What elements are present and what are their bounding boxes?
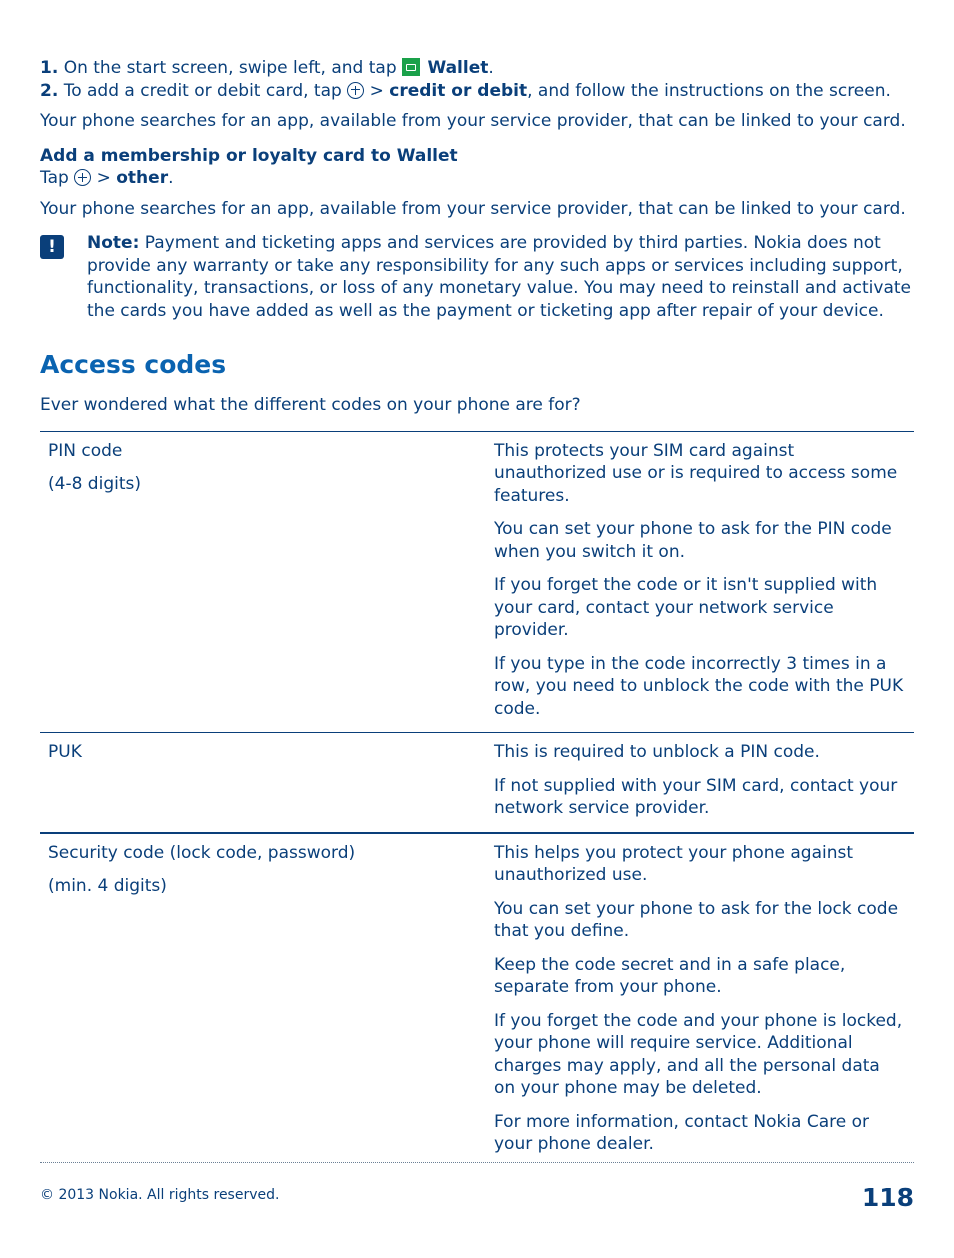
code-desc: If you forget the code and your phone is locked, your phone will require service. Additional charges may apply, and all the personal data on your phone may be deleted. (494, 1010, 903, 1098)
step-2 (40, 80, 914, 103)
table-row (40, 833, 914, 1168)
add-circle-icon (74, 169, 91, 186)
table-row (40, 733, 914, 833)
note-body: Payment and ticketing apps and services are provided by third parties. Nokia does not provide any warranty or take any responsibility for any such apps or services including support, functionality, transactions, or loss of any monetary value. You may need to reinstall and activate the cards you have added as well as the payment or ticketing app after repair of your device. (87, 233, 912, 321)
search-paragraph-1: Your phone searches for an app, available from your service provider, that can be linked to your card. (40, 111, 906, 131)
membership-heading: Add a membership or loyalty card to Wallet (40, 145, 458, 166)
code-name-cell (40, 733, 486, 833)
section-intro: Ever wondered what the different codes on your phone are for? (40, 395, 581, 415)
code-name-cell (40, 431, 486, 733)
code-detail: (4-8 digits) (48, 474, 141, 494)
code-desc: This is required to unblock a PIN code. (494, 742, 820, 762)
table-row (40, 431, 914, 733)
code-desc-cell (486, 431, 914, 733)
code-detail: (min. 4 digits) (48, 876, 167, 896)
code-name: PIN code (48, 440, 123, 461)
search-paragraph-2: Your phone searches for an app, available from your service provider, that can be linked to your card. (40, 198, 906, 219)
code-desc: If you forget the code or it isn't supplied with your card, contact your network service provider. (494, 575, 878, 640)
copyright: © 2013 Nokia. All rights reserved. (40, 1187, 280, 1203)
step-1 (40, 57, 914, 80)
page-content (40, 57, 914, 1168)
note-label: Note: (87, 233, 140, 253)
note-text (87, 232, 914, 322)
code-desc: This helps you protect your phone against unauthorized use. (494, 842, 854, 885)
other-label: other (116, 168, 169, 188)
code-desc: Keep the code secret and in a safe place, separate from your phone. (494, 954, 846, 997)
page-number: 118 (861, 1183, 914, 1212)
step-text: To add a credit or debit card, tap (63, 80, 348, 101)
code-name: PUK (48, 742, 82, 762)
step-number: 2. (40, 80, 59, 101)
code-desc: For more information, contact Nokia Care or your phone dealer. (494, 1111, 870, 1154)
wallet-icon (402, 58, 420, 76)
step-number: 1. (40, 58, 59, 78)
code-desc: If you type in the code incorrectly 3 times in a row, you need to unblock the code with the PUK code. (494, 653, 904, 719)
codes-table (40, 431, 914, 1168)
separator: > (364, 80, 390, 101)
step-end: , and follow the instructions on the screen. (527, 80, 891, 101)
note-box (40, 232, 914, 322)
add-circle-icon (347, 82, 364, 99)
footer-divider (40, 1162, 914, 1163)
code-desc: You can set your phone to ask for the lock code that you define. (494, 898, 899, 941)
code-desc-cell (486, 733, 914, 833)
code-desc-cell (486, 833, 914, 1168)
separator: > (91, 168, 117, 188)
tap-text: Tap (40, 168, 75, 188)
code-desc: This protects your SIM card against unauthorized use or is required to access some features. (494, 440, 898, 506)
wallet-label: Wallet (427, 58, 489, 78)
membership-instruction (40, 167, 914, 190)
step-text: On the start screen, swipe left, and tap (63, 58, 403, 78)
code-name-cell (40, 833, 486, 1168)
steps-list (40, 57, 914, 102)
code-desc: If not supplied with your SIM card, contact your network service provider. (494, 775, 898, 818)
credit-or-debit-label: credit or debit (389, 80, 528, 101)
code-desc: You can set your phone to ask for the PIN code when you switch it on. (494, 519, 892, 562)
code-name: Security code (lock code, password) (48, 842, 356, 863)
tap-end: . (168, 168, 174, 188)
step-end: . (488, 58, 494, 78)
exclamation-icon: ! (40, 235, 64, 259)
section-title: Access codes (40, 350, 227, 379)
